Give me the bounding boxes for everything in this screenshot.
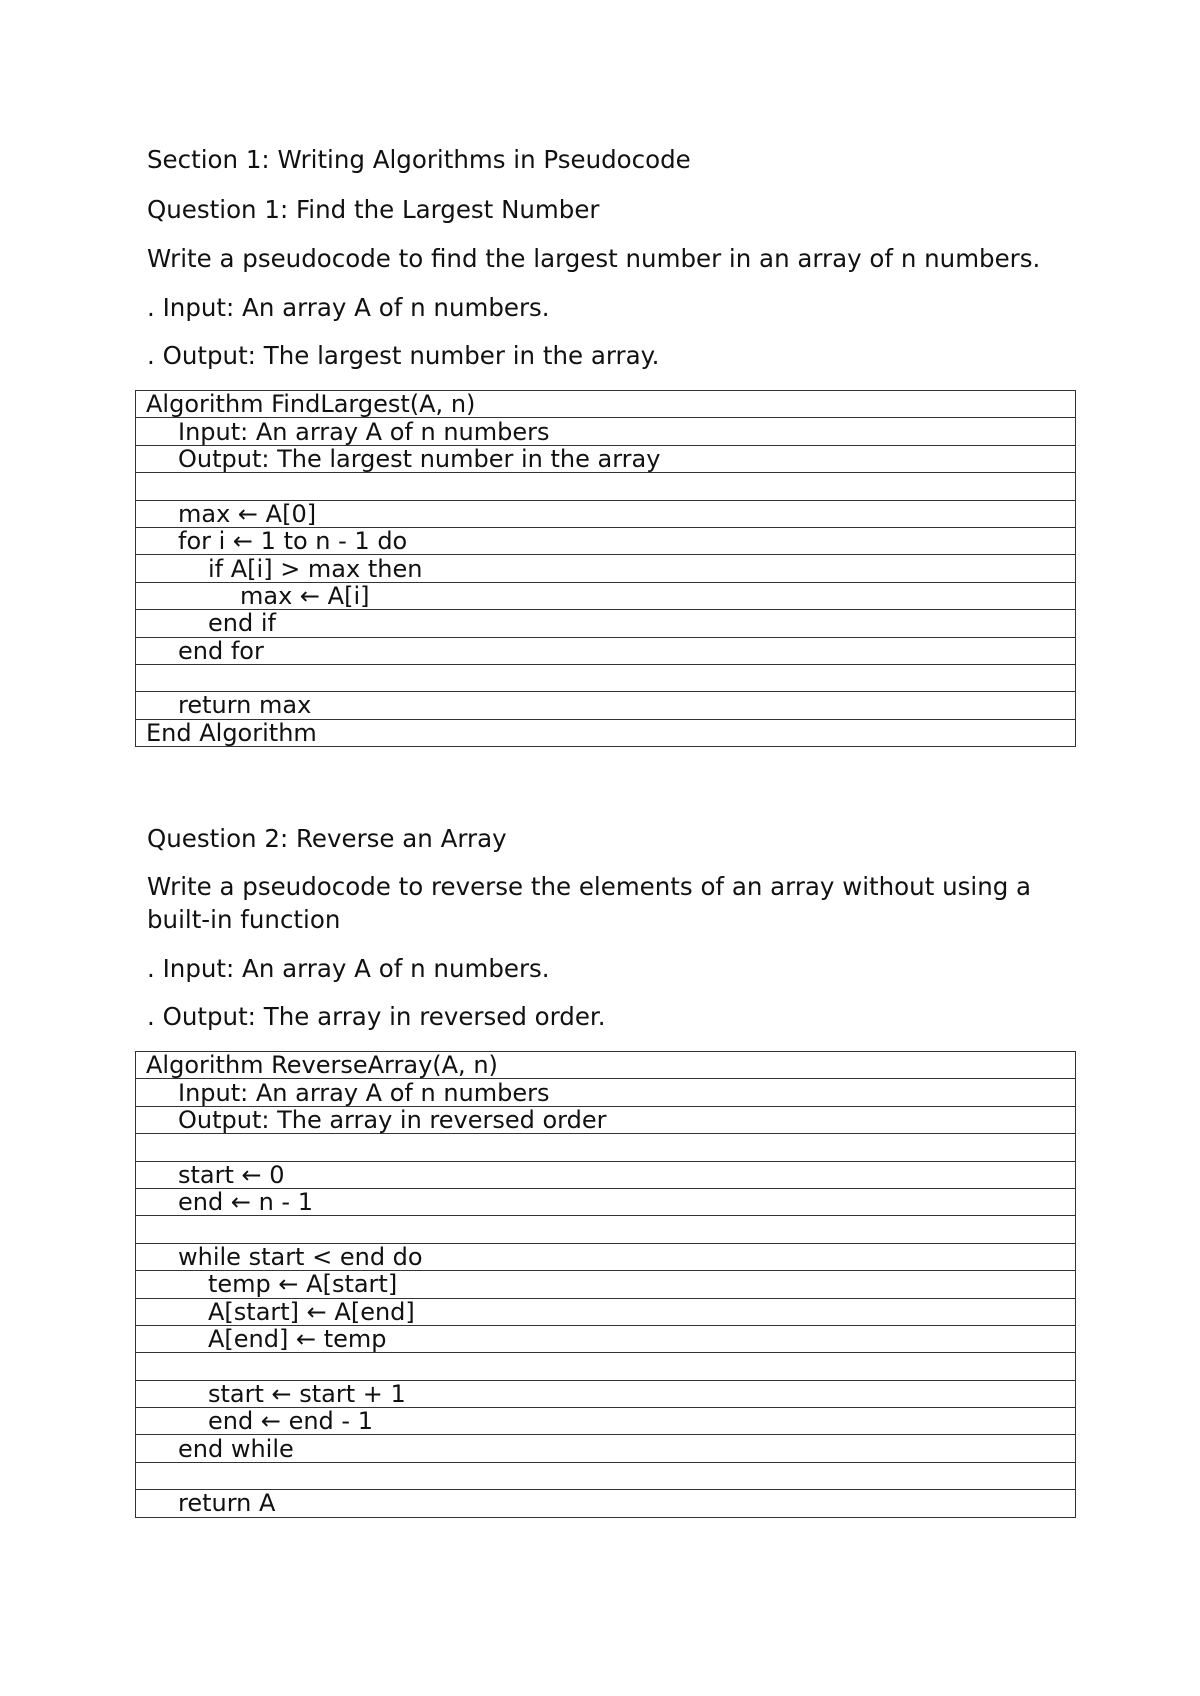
code-line: max ← A[0] xyxy=(136,500,1076,527)
question2-input: . Input: An array A of n numbers. xyxy=(147,954,550,983)
code-row xyxy=(136,1435,1076,1462)
code-line: start ← 0 xyxy=(136,1161,1076,1188)
code-line: return max xyxy=(136,692,1076,719)
code-line: Input: An array A of n numbers xyxy=(136,418,1076,445)
code-line: end ← n - 1 xyxy=(136,1188,1076,1215)
code-line: End Algorithm xyxy=(136,719,1076,746)
question2-title: Question 2: Reverse an Array xyxy=(147,824,507,853)
question2-description: Write a pseudocode to reverse the elements of an array without using a built-in function xyxy=(147,872,1039,934)
code-row xyxy=(136,555,1076,582)
code-row xyxy=(136,391,1076,418)
code-row xyxy=(136,500,1076,527)
code-row xyxy=(136,1325,1076,1352)
code-row xyxy=(136,1106,1076,1133)
code-line: end ← end - 1 xyxy=(136,1408,1076,1435)
code-row xyxy=(136,1216,1076,1243)
code-row xyxy=(136,1079,1076,1106)
code-row xyxy=(136,664,1076,691)
code-row xyxy=(136,1462,1076,1489)
question1-output: . Output: The largest number in the array. xyxy=(147,341,660,370)
code-line: end while xyxy=(136,1435,1076,1462)
code-row xyxy=(136,1271,1076,1298)
code-row xyxy=(136,637,1076,664)
question1-pseudocode-table xyxy=(135,390,1076,747)
code-line: end for xyxy=(136,637,1076,664)
code-row xyxy=(136,692,1076,719)
code-line: return A xyxy=(136,1490,1076,1517)
code-line: while start < end do xyxy=(136,1243,1076,1270)
question1-title: Question 1: Find the Largest Number xyxy=(147,195,600,224)
section-title: Section 1: Writing Algorithms in Pseudocode xyxy=(147,145,691,174)
code-line: if A[i] > max then xyxy=(136,555,1076,582)
code-line: Input: An array A of n numbers xyxy=(136,1079,1076,1106)
code-line: Output: The array in reversed order xyxy=(136,1106,1076,1133)
code-line: Algorithm ReverseArray(A, n) xyxy=(136,1052,1076,1079)
code-row xyxy=(136,719,1076,746)
code-line xyxy=(136,473,1076,500)
code-row xyxy=(136,1243,1076,1270)
code-line xyxy=(136,664,1076,691)
code-row xyxy=(136,1134,1076,1161)
code-line: for i ← 1 to n - 1 do xyxy=(136,527,1076,554)
code-row xyxy=(136,610,1076,637)
question1-description: Write a pseudocode to find the largest number in an array of n numbers. xyxy=(147,244,1041,273)
code-row xyxy=(136,418,1076,445)
code-line xyxy=(136,1216,1076,1243)
question1-input: . Input: An array A of n numbers. xyxy=(147,293,550,322)
code-line: end if xyxy=(136,610,1076,637)
code-row xyxy=(136,1353,1076,1380)
code-row xyxy=(136,527,1076,554)
code-row xyxy=(136,1380,1076,1407)
question2-pseudocode-table xyxy=(135,1051,1076,1518)
code-row xyxy=(136,1408,1076,1435)
code-row xyxy=(136,1298,1076,1325)
code-line: A[start] ← A[end] xyxy=(136,1298,1076,1325)
code-line: A[end] ← temp xyxy=(136,1325,1076,1352)
code-line: Algorithm FindLargest(A, n) xyxy=(136,391,1076,418)
question2-output: . Output: The array in reversed order. xyxy=(147,1002,606,1031)
code-line: start ← start + 1 xyxy=(136,1380,1076,1407)
code-row xyxy=(136,1052,1076,1079)
code-row xyxy=(136,1490,1076,1517)
code-row xyxy=(136,1188,1076,1215)
code-line xyxy=(136,1462,1076,1489)
code-row xyxy=(136,445,1076,472)
code-line: Output: The largest number in the array xyxy=(136,445,1076,472)
code-line: temp ← A[start] xyxy=(136,1271,1076,1298)
code-line: max ← A[i] xyxy=(136,582,1076,609)
code-row xyxy=(136,473,1076,500)
code-row xyxy=(136,1161,1076,1188)
code-line xyxy=(136,1134,1076,1161)
code-line xyxy=(136,1353,1076,1380)
code-row xyxy=(136,582,1076,609)
